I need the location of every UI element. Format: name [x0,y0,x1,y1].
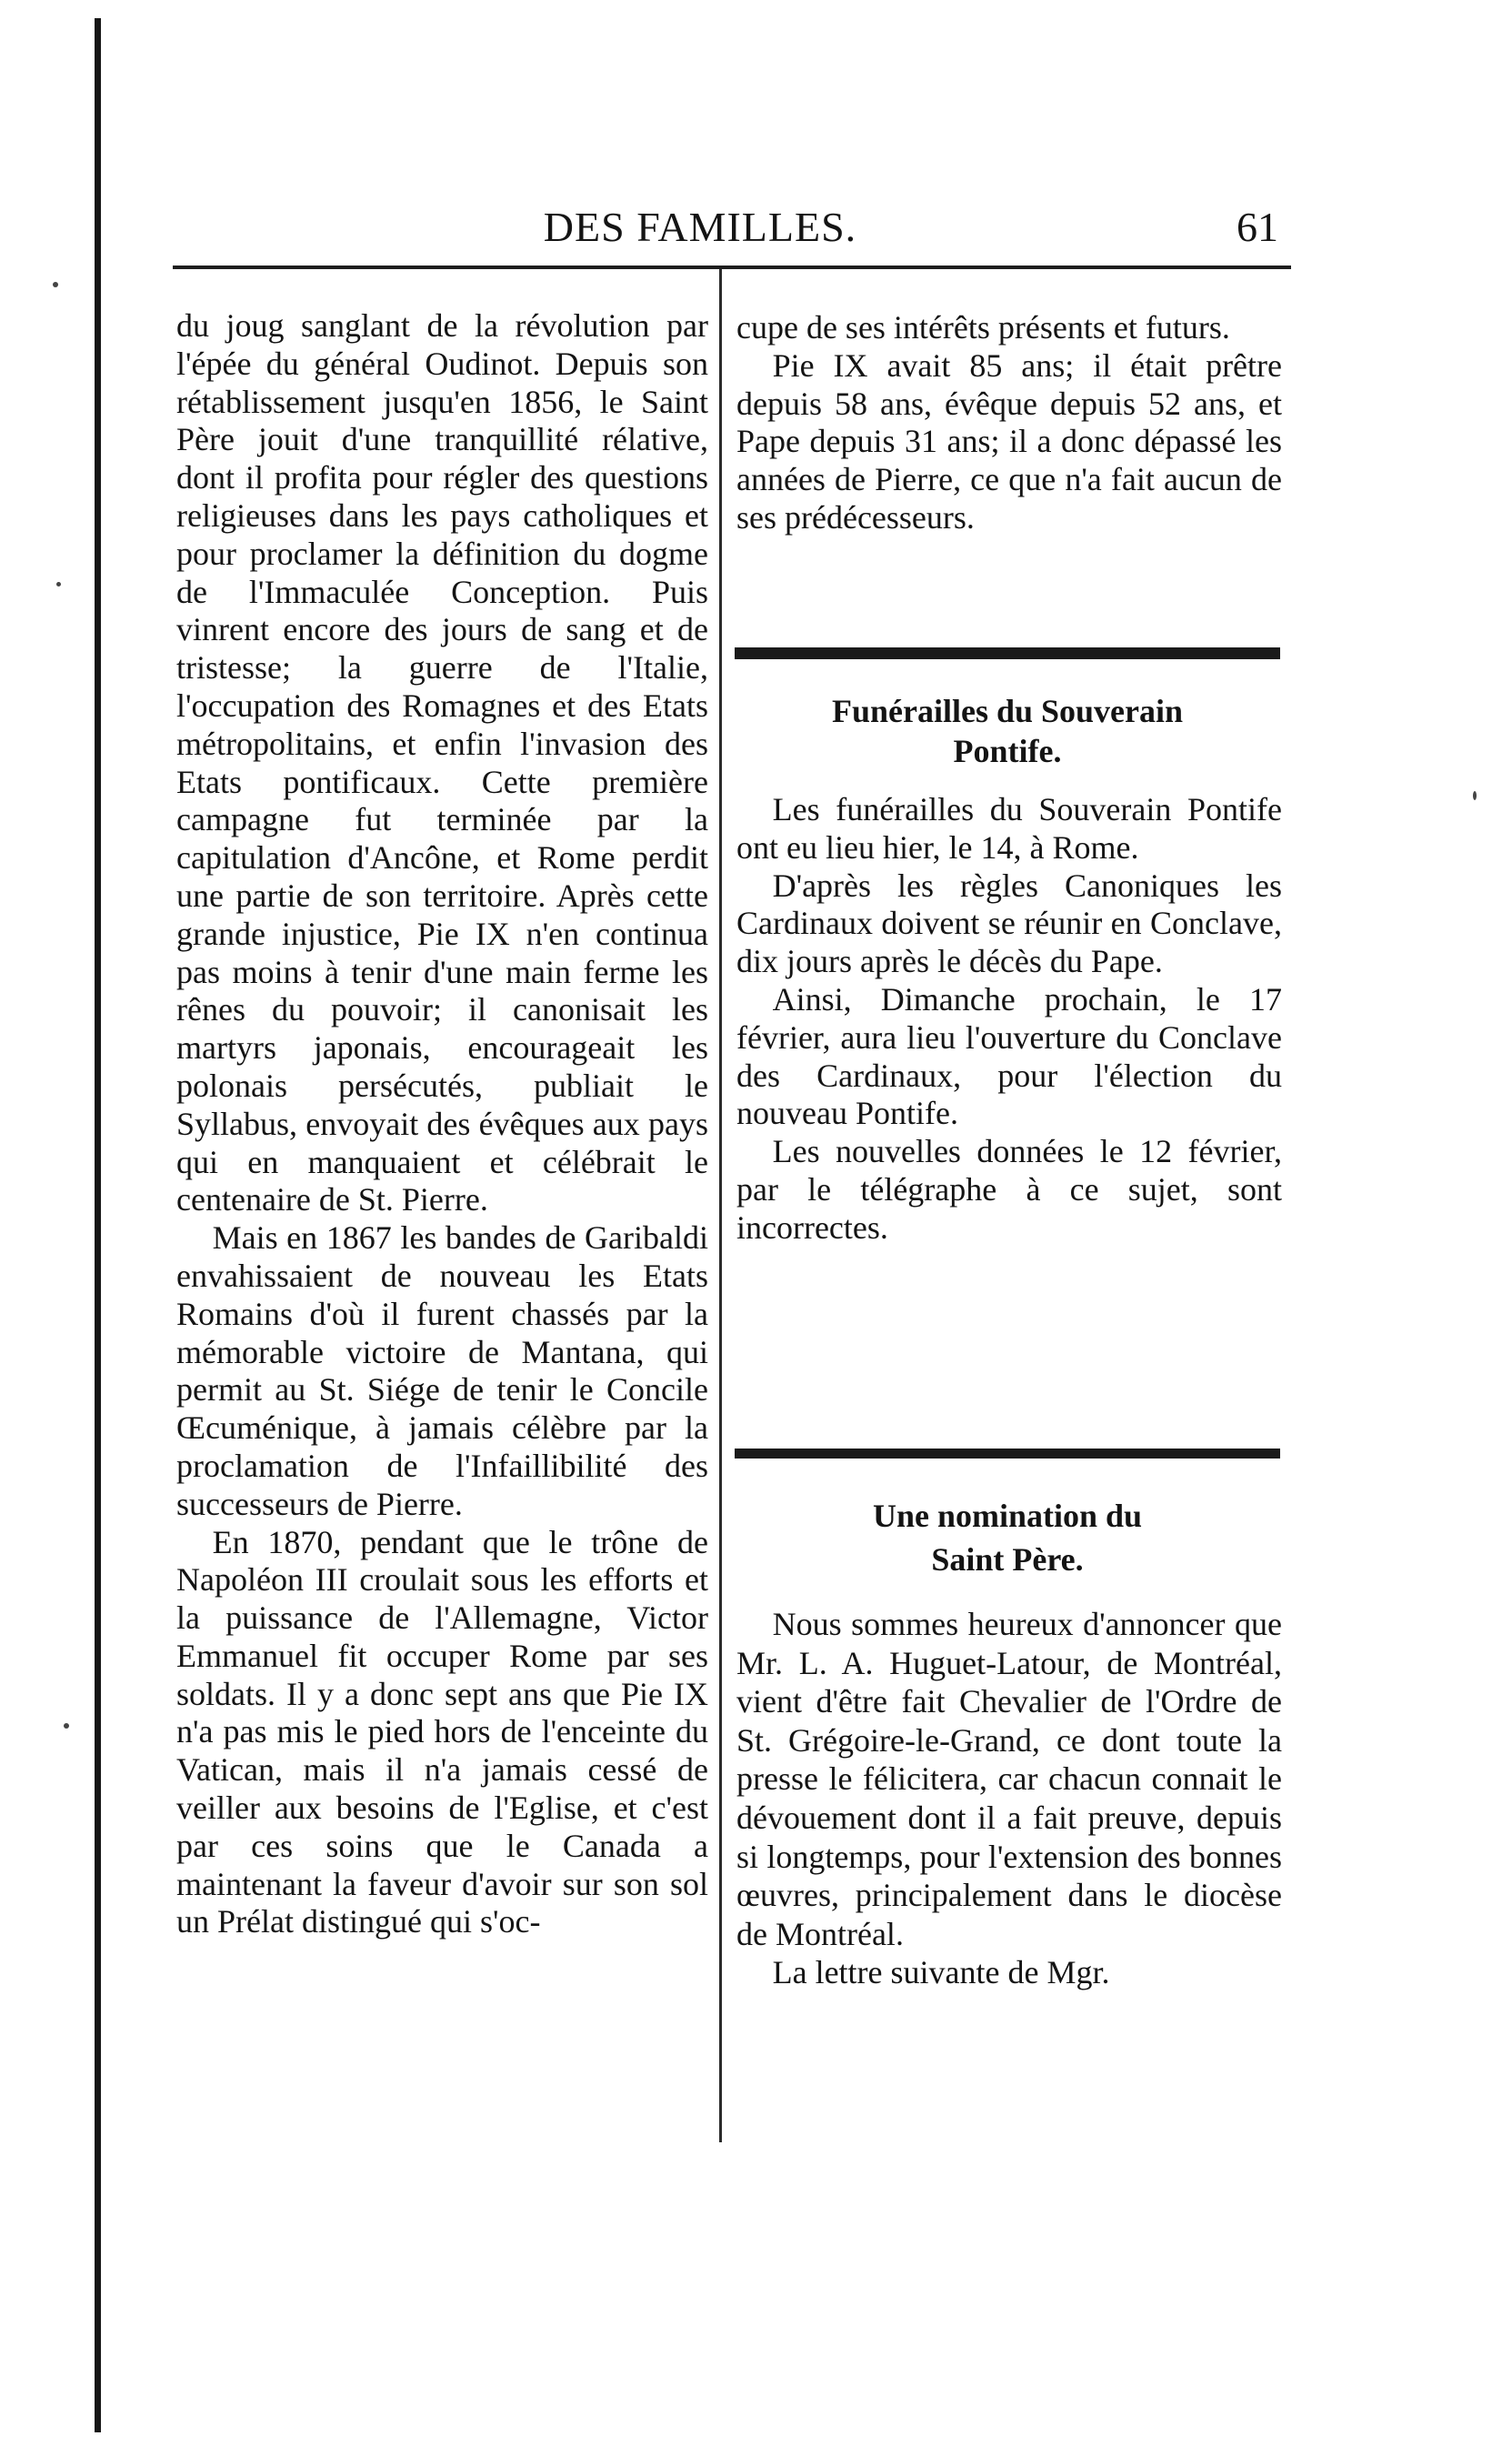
page-edge-rule [95,18,101,2432]
nomination-article [736,1605,1282,1992]
paragraph-1870: En 1870, pendant que le trône de Napoléon III croulait sous les efforts et la puissance de l'Allemagne, Victor Emmanuel fit occuper Rome par ses soldats. Il y a donc sept ans que Pie IX n'a pas mis le pied hors de l'enceinte du Vatican, mais il n'a jamais cessé de veiller aux besoins de l'Eglise, et c'est par ces soins que le Canada a maintenant la faveur d'avoir sur son sol un Prélat distingué qui s'oc- [176,1523,708,1940]
scan-speck [53,282,58,287]
funerailles-title-line2: Pontife. [953,733,1062,769]
scan-speck [64,1723,69,1729]
paragraph-pie-ix-age: Pie IX avait 85 ans; il était prêtre depuis 58 ans, évêque depuis 52 ans, et Pape depuis 31 ans; il a donc dépassé les années de Pierre, ce que n'a fait aucun de ses prédécesseurs. [736,346,1282,536]
funerailles-article [736,791,1282,1248]
running-title: DES FAMILLES. [543,204,857,250]
section-rule [735,647,1280,659]
header-rule [173,266,1291,269]
scan-speck [1473,791,1477,800]
page-number: 61 [1237,204,1278,250]
paragraph-lettre: La lettre suivante de Mgr. [772,1954,1110,1991]
right-column-top [736,309,1282,537]
paragraph-funerailles: Les funérailles du Souverain Pontife ont eu lieu hier, le 14, à Rome. [736,791,1282,866]
scan-speck [56,582,61,586]
paragraph-garibaldi: Mais en 1867 les bandes de Garibaldi envahissaient de nouveau les Etats Romains d'où il furent chassés par la mémorable victoire de Mantana, qui permit au St. Siége de tenir le Concile Œcuménique, à jamais célèbre par la proclamation de l'Infaillibilité des successeurs de Pierre. [176,1219,708,1522]
nomination-title-line1: Une nomination du [872,1498,1143,1534]
column-divider [719,269,722,2142]
paragraph-continuation: cupe de ses intérêts présents et futurs. [736,309,1230,346]
paragraph-nomination: Nous sommes heureux d'annoncer que Mr. L. A. Huguet-Latour, de Montréal, vient d'être fait Chevalier de l'Ordre de St. Grégoire-le-Grand, ce dont toute la presse le félicitera, car chacun connait le dévouement dont il a fait preuve, depuis si longtemps, pour l'extension des bonnes œuvres, principalement dans le diocèse de Montréal. [736,1606,1282,1952]
paragraph-conclave-rules: D'après les règles Canoniques les Cardinaux doivent se réunir en Conclave, dix jours après le décès du Pape. [736,867,1282,980]
nomination-title-line2: Saint Père. [931,1541,1084,1578]
funerailles-title-line1: Funérailles du Souverain [831,693,1184,729]
paragraph-telegraph: Les nouvelles données le 12 février, par le télégraphe à ce sujet, sont incorrectes. [736,1133,1282,1246]
paragraph-conclave-date: Ainsi, Dimanche prochain, le 17 février, aura lieu l'ouverture du Conclave des Cardinaux, pour l'élection du nouveau Pontife. [736,980,1282,1132]
left-column [176,307,708,1941]
paragraph-revolution: du joug sanglant de la révolution par l'épée du général Oudinot. Depuis son rétablissement jusqu'en 1856, le Saint Père jouit d'une tranquillité rélative, dont il profita pour régler des questions religieuses dans les pays catholiques et pour proclamer la définition du dogme de l'Immaculée Conception. Puis vinrent encore des jours de sang et de tristesse; la guerre de l'Italie, l'occupation des Romagnes et des Etats métropolitains, et enfin l'invasion des Etats pontificaux. Cette première campagne fut terminée par la capitulation d'Ancône, et Rome perdit une partie de son territoire. Après cette grande injustice, Pie IX n'en continua pas moins à tenir d'une main ferme les rênes du pouvoir; il canonisait les martyrs japonais, encourageait les polonais persécutés, publiait le Syllabus, envoyait des évêques aux pays qui en manquaient et célébrait le centenaire de St. Pierre. [176,307,708,1218]
section-rule [735,1449,1280,1459]
